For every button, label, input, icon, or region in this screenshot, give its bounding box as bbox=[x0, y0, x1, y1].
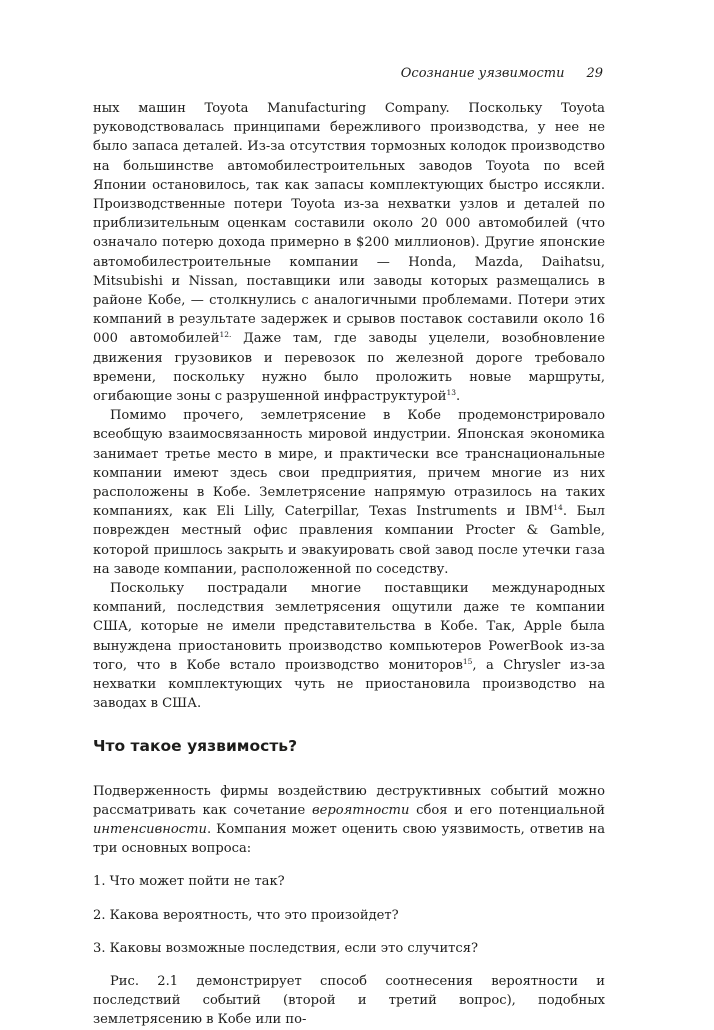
running-header bbox=[93, 64, 603, 84]
page-body bbox=[93, 99, 605, 1030]
footnote-ref-14: 14 bbox=[553, 503, 563, 513]
paragraph-toyota-losses: ных машин Toyota Manufacturing Company. Поскольку Toyota руководствовалась принципами бережливого производства, у нее не было запаса деталей. Из-за отсутствия тормозных колодок производство на большинстве автомобилестроительных заводов Toyota по всей Японии остановилось, так как запасы комплектующих быстро иссякли. Производственные потери Toyota из-за нехватки узлов и деталей по приблизительным оценкам составили около 20 000 автомобилей (что означало потерю дохода примерно в $200 миллионов). Другие японские автомобилестроительные компании — Honda, Mazda, Daihatsu, Mitsubishi и Nissan, поставщики или заводы которых размещались в районе Кобе, — столкнулись с аналогичными проблемами. Потери этих компаний в результате задержек и срывов поставок составили около 16 000 автомобилей$^{12.}$ Даже там, где заводы уцелели, возобновление движения грузовиков и перевозок по железной дороге требовало времени, поскольку нужно было проложить новые маршруты, огибающие зоны с разрушенной инфраструктурой$^{13}$. bbox=[93, 101, 605, 405]
question-item: 1. Что может пойти не так? bbox=[93, 874, 285, 890]
question-item: 2. Какова вероятность, что это произойдет? bbox=[93, 907, 399, 923]
question-item: 3. Каковы возможные последствия, если это случится? bbox=[93, 940, 479, 956]
section-intro: Подверженность фирмы воздействию деструктивных событий можно рассматривать как сочетание вероятности сбоя и его потенциальной интенсивности. Компания может оценить свою уязвимость, ответив на три основных вопроса: bbox=[93, 783, 605, 857]
footnote-ref-13: 13 bbox=[446, 388, 456, 398]
footnote-ref-15: 15 bbox=[462, 656, 473, 666]
paragraph-us-companies: Поскольку пострадали многие поставщики международных компаний, последствия землетрясения ощутили даже те компании США, которые не имели представительства в Кобе. Так, Apple была вынуждена приостановить производство компьютеров PowerBook из-за того, что в Кобе встало производство мониторов$^{15}$, а Chrysler из-за нехватки комплектующих чуть не приостановила производство на заводах в США. bbox=[93, 581, 605, 712]
paragraph-global-interconnection: Помимо прочего, землетрясение в Кобе продемонстрировало всеобщую взаимосвязанность мировой индустрии. Японская экономика занимает третье место в мире, и практически все транснациональные компании имеют здесь свои предприятия, причем многие из них расположены в Кобе. Землетрясение напрямую отразилось на таких компаниях, как Eli Lilly, Caterpillar, Texas Instruments и IBM$^{14}$. Был поврежден местный офис правления компании Procter & Gamble, которой пришлось закрыть и эвакуировать свой завод после утечки газа на заводе компании, расположенной по соседству. bbox=[93, 408, 605, 577]
running-title: Осознание уязвимости bbox=[400, 66, 565, 81]
section-heading: Что такое уязвимость? bbox=[93, 736, 298, 755]
footnote-ref-12: 12. bbox=[219, 330, 232, 340]
paragraph-figure-reference: Рис. 2.1 демонстрирует способ соотнесения вероятности и последствий событий (второй и третий вопрос), подобных землетрясению в Кобе или по- bbox=[93, 973, 605, 1028]
page-number: 29 bbox=[586, 66, 603, 81]
